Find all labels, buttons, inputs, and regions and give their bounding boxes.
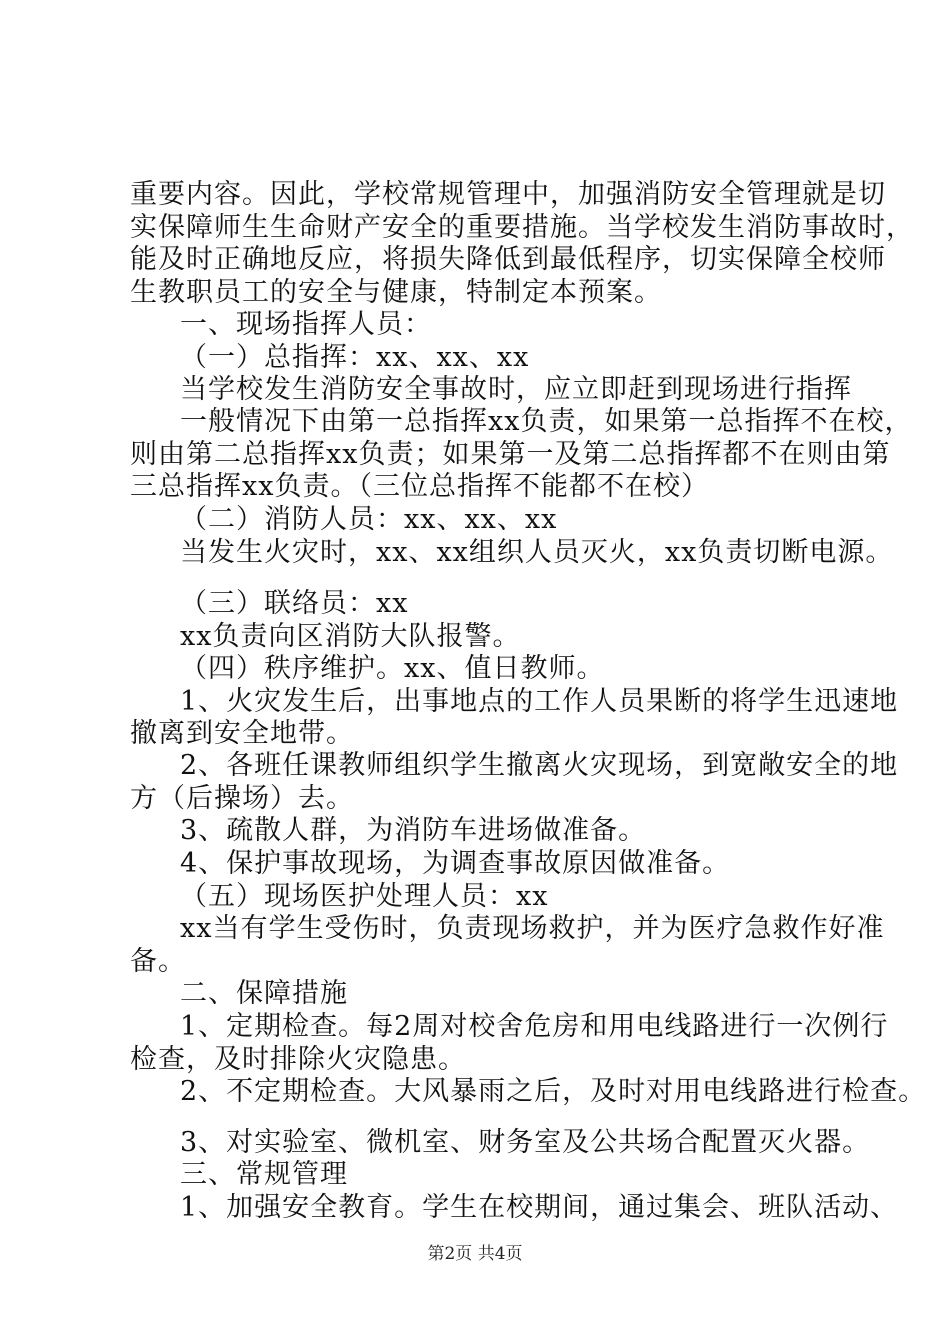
subsection-heading: （三）联络员：xx: [180, 588, 409, 619]
body-line: xx当有学生受伤时，负责现场救护，并为医疗急救作好准: [180, 913, 885, 944]
list-item: 3、对实验室、微机室、财务室及公共场合配置灭火器。: [180, 1127, 871, 1158]
body-line: 备。: [130, 946, 186, 977]
list-item-continuation: 检查，及时排除火灾隐患。: [130, 1044, 466, 1075]
body-line: 则由第二总指挥xx负责；如果第一及第二总指挥都不在则由第: [130, 439, 891, 470]
list-item: 1、火灾发生后，出事地点的工作人员果断的将学生迅速地: [180, 686, 899, 717]
body-line: 重要内容。因此，学校常规管理中，加强消防安全管理就是切: [130, 179, 886, 210]
body-line: xx负责向区消防大队报警。: [180, 621, 521, 652]
page-number-footer: 第2页 共4页: [427, 1244, 523, 1264]
section-heading: 三、常规管理: [180, 1159, 348, 1190]
list-item-continuation: 撤离到安全地带。: [130, 718, 354, 749]
list-item: 4、保护事故现场，为调查事故原因做准备。: [180, 848, 731, 879]
section-heading: 二、保障措施: [180, 978, 348, 1009]
body-line: 一般情况下由第一总指挥xx负责，如果第一总指挥不在校，: [180, 406, 913, 437]
section-heading: 一、现场指挥人员：: [180, 309, 432, 340]
subsection-heading: （四）秩序维护。xx、值日教师。: [180, 653, 605, 684]
body-line: 当发生火灾时，xx、xx组织人员灭火，xx负责切断电源。: [180, 537, 894, 568]
body-line: 实保障师生生命财产安全的重要措施。当学校发生消防事故时，: [130, 212, 914, 243]
list-item: 1、定期检查。每2周对校舍危房和用电线路进行一次例行: [180, 1011, 889, 1042]
list-item: 2、不定期检查。大风暴雨之后，及时对用电线路进行检查。: [180, 1076, 927, 1107]
body-line: 当学校发生消防安全事故时，应立即赶到现场进行指挥: [180, 374, 852, 405]
list-item-continuation: 方（后操场）去。: [130, 783, 354, 814]
body-line: 生教职员工的安全与健康，特制定本预案。: [130, 277, 662, 308]
list-item: 1、加强安全教育。学生在校期间，通过集会、班队活动、: [180, 1192, 899, 1223]
body-line: 三总指挥xx负责。（三位总指挥不能都不在校）: [130, 471, 709, 502]
subsection-heading: （一）总指挥：xx、xx、xx: [180, 342, 530, 373]
subsection-heading: （二）消防人员：xx、xx、xx: [180, 504, 558, 535]
list-item: 2、各班任课教师组织学生撤离火灾现场，到宽敞安全的地: [180, 750, 899, 781]
body-line: 能及时正确地反应，将损失降低到最低程序，切实保障全校师: [130, 244, 886, 275]
subsection-heading: （五）现场医护处理人员：xx: [180, 881, 549, 912]
list-item: 3、疏散人群，为消防车进场做准备。: [180, 815, 647, 846]
